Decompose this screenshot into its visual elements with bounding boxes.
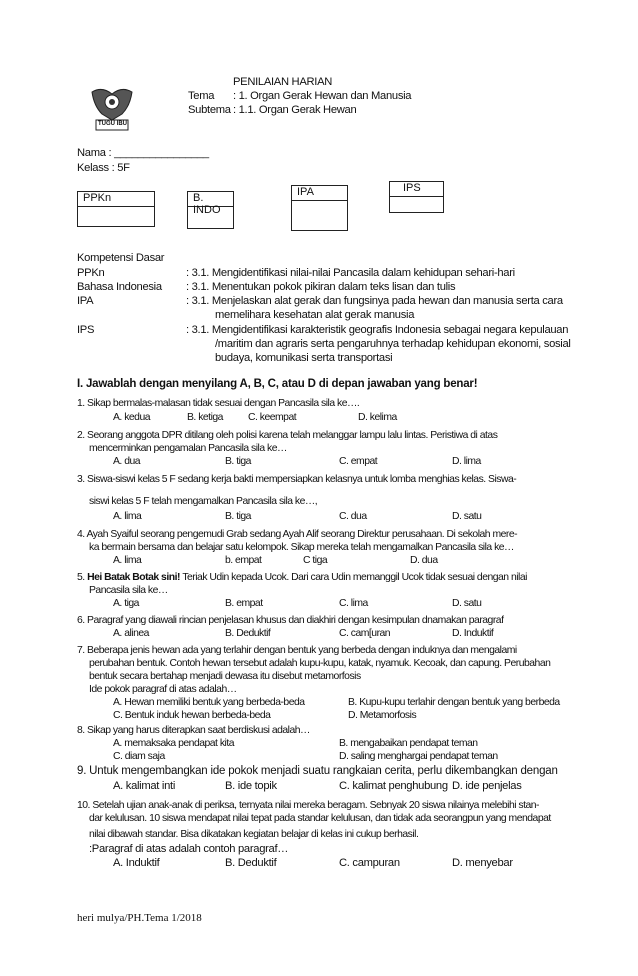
kd-label: IPS: [77, 324, 95, 336]
score-box-label: PPKn: [83, 192, 112, 204]
option-d: D. ide penjelas: [452, 780, 522, 792]
question-4: 4. Ayah Syaiful seorang pengemudi Grab sedang Ayah Alif seorang Direktur perusahaan. Di sekolah mere-: [77, 529, 518, 540]
question-4-cont: ka bermain bersama dan belajar satu kelompok. Sikap mereka telah mengamalkan Pancasila sila ke…: [89, 542, 514, 553]
score-box-label: IPS: [403, 182, 421, 194]
kd-text: : 3.1. Menjelaskan alat gerak dan fungsinya pada hewan dan manusia serta cara: [186, 295, 563, 307]
option-b: B. tiga: [225, 511, 251, 522]
logo-text: TUGU IBU: [98, 121, 127, 127]
option-d: D. Metamorfosis: [348, 710, 417, 721]
option-b: B. tiga: [225, 456, 251, 467]
option-b: b. empat: [225, 555, 262, 566]
question-3: 3. Siswa-siswi kelas 5 F sedang kerja bakti mempersiapkan kelasnya untuk lomba menghias kelas. Siswa-: [77, 474, 517, 485]
option-a: A. dua: [113, 456, 141, 467]
kd-text: /maritim dan agraris serta pengaruhnya terhadap kehidupan ekonomi, sosial: [215, 338, 571, 350]
question-5-cont: Pancasila sila ke…: [89, 585, 168, 596]
option-b: B. mengabaikan pendapat teman: [339, 738, 478, 749]
document-title: PENILAIAN HARIAN: [233, 76, 333, 88]
score-box-ppkn: [77, 191, 155, 227]
option-a: A. lima: [113, 555, 142, 566]
question-2: 2. Seorang anggota DPR ditilang oleh polisi karena telah melanggar lampu lalu lintas. Peristiwa di atas: [77, 430, 498, 441]
school-logo: [86, 84, 138, 134]
question-10-cont: dar kelulusan. 10 siswa mendapat nilai tepat pada standar kelulusan, dan tidak ada seorangpun yang mendapat: [89, 813, 551, 824]
question-5: [77, 572, 527, 583]
question-text: Teriak Udin kepada Ucok. Dari cara Udin memanggil Ucok tidak sesuai dengan nilai: [182, 572, 527, 583]
tema-value: : 1. Organ Gerak Hewan dan Manusia: [233, 90, 412, 102]
option-c: C. diam saja: [113, 751, 165, 762]
option-d: D. menyebar: [452, 857, 513, 869]
option-c: C. lima: [339, 598, 368, 609]
question-7-cont: perubahan bentuk. Contoh hewan tersebut adalah kupu-kupu, katak, nyamuk. Kecoak, dan capung. Perubahan: [89, 658, 551, 669]
question-number: 5.: [77, 572, 88, 583]
option-b: B. Kupu-kupu terlahir dengan bentuk yang berbeda: [348, 697, 560, 708]
kompetensi-heading: Kompetensi Dasar: [77, 252, 165, 264]
option-c: C. campuran: [339, 857, 400, 869]
option-a: A. alinea: [113, 628, 149, 639]
option-c: C. Bentuk induk hewan berbeda-beda: [113, 710, 271, 721]
kelas-field: Kelass : 5F: [77, 162, 130, 174]
option-c: C. empat: [339, 456, 378, 467]
option-d: D. lima: [452, 456, 481, 467]
option-b: B. Deduktif: [225, 628, 271, 639]
question-10: 10. Setelah ujian anak-anak di periksa, ternyata nilai mereka beragam. Sebnyak 20 siswa nilainya melebihi stan-: [77, 800, 540, 811]
subtema-value: : 1.1. Organ Gerak Hewan: [233, 104, 357, 116]
question-1: 1. Sikap bermalas-malasan tidak sesuai dengan Pancasila sila ke….: [77, 398, 360, 409]
score-box-label: IPA: [297, 186, 314, 198]
question-7-cont: bentuk secara bertahap menjadi dewasa itu disebut metamorfosis: [89, 671, 361, 682]
kd-text: : 3.1. Mengidentifikasi nilai-nilai Pancasila dalam kehidupan sehari-hari: [186, 267, 515, 279]
page-footer: heri mulya/PH.Tema 1/2018: [77, 912, 202, 924]
option-c: C tiga: [303, 555, 328, 566]
question-8: 8. Sikap yang harus diterapkan saat berdiskusi adalah…: [77, 725, 310, 736]
question-9: 9. Untuk mengembangkan ide pokok menjadi suatu rangkaian cerita, perlu dikembangkan dengan: [77, 765, 558, 777]
kd-label: Bahasa Indonesia: [77, 281, 162, 293]
option-b: B. Deduktif: [225, 857, 277, 869]
option-b: B. empat: [225, 598, 263, 609]
option-a: A. kedua: [113, 412, 151, 423]
option-a: A. lima: [113, 511, 142, 522]
question-10-cont: nilai dibawah standar. Bisa dikatakan kegiatan belajar di kelas ini cukup berhasil.: [89, 829, 419, 840]
subtema-label: Subtema: [188, 104, 231, 116]
option-c: C. kalimat penghubung: [339, 780, 448, 792]
question-2-cont: mencerminkan pengamalan Pancasila sila ke…: [89, 443, 287, 454]
option-d: D. kelima: [358, 412, 397, 423]
kd-text: : 3.1. Menentukan pokok pikiran dalam teks lisan dan tulis: [186, 281, 456, 293]
option-c: C. dua: [339, 511, 367, 522]
option-a: A. memaksaka pendapat kita: [113, 738, 234, 749]
option-c: C. keempat: [248, 412, 297, 423]
option-a: A. Induktif: [113, 857, 160, 869]
tema-label: Tema: [188, 90, 215, 102]
option-b: B. ketiga: [187, 412, 223, 423]
question-10-prompt: :Paragraf di atas adalah contoh paragraf…: [89, 843, 289, 855]
kd-label: PPKn: [77, 267, 105, 279]
score-box-ips: [389, 181, 444, 213]
option-d: D. satu: [452, 511, 482, 522]
score-box-bindo: [187, 191, 234, 229]
option-a: A. kalimat inti: [113, 780, 176, 792]
question-7-prompt: Ide pokok paragraf di atas adalah…: [89, 684, 237, 695]
question-6: 6. Paragraf yang diawali rincian penjelasan khusus dan diakhiri dengan kesimpulan dnamakan paragraf: [77, 615, 504, 626]
option-a: A. Hewan memiliki bentuk yang berbeda-beda: [113, 697, 305, 708]
kd-label: IPA: [77, 295, 94, 307]
option-d: D. satu: [452, 598, 482, 609]
kd-text: : 3.1. Mengidentifikasi karakteristik geografis Indonesia sebagai negara kepulauan: [186, 324, 569, 336]
nama-field: Nama : ________________: [77, 147, 209, 159]
score-box-ipa: [291, 185, 348, 231]
option-d: D. saling menghargai pendapat teman: [339, 751, 498, 762]
option-b: B. ide topik: [225, 780, 277, 792]
option-d: D. dua: [410, 555, 438, 566]
option-a: A. tiga: [113, 598, 139, 609]
score-box-label: B. INDO: [193, 192, 221, 216]
question-7: 7. Beberapa jenis hewan ada yang terlahir dengan bentuk yang berbeda dengan induknya dan mengalami: [77, 645, 517, 656]
instruction-heading: I. Jawablah dengan menyilang A, B, C, atau D di depan jawaban yang benar!: [77, 378, 478, 390]
option-d: D. Induktif: [452, 628, 494, 639]
question-3-cont: siswi kelas 5 F telah mengamalkan Pancasila sila ke…,: [89, 496, 318, 507]
option-c: C. cam[uran: [339, 628, 391, 639]
kd-text: memelihara kesehatan alat gerak manusia: [215, 309, 415, 321]
kd-text: budaya, komunikasi serta transportasi: [215, 352, 393, 364]
quoted-speech: Hei Batak Botak sini!: [87, 572, 183, 583]
